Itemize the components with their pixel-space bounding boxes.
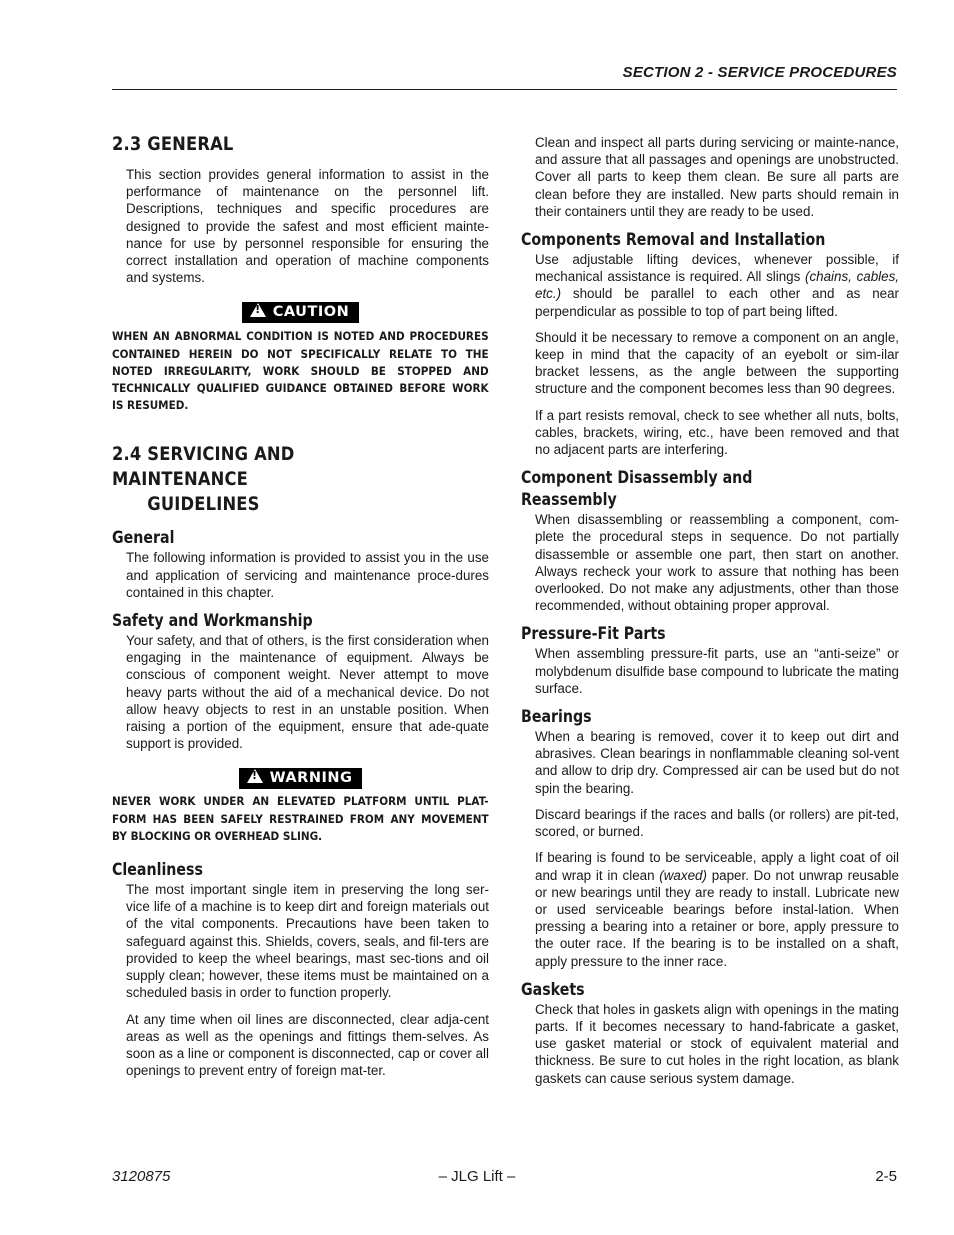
section-2-3-heading: 2.3 GENERAL [112,133,234,155]
paragraph: The most important single item in preserving the long ser-vice life of a machine is to keep dirt and foreign materials out of the vital components. Precautions have been taken to safeguard against this. Shields, covers, seals, and fil-ters are provided to keep the wheel bearings, mast sec-tions and oil supply clean; however, these items must be maintained on a scheduled basis in order to function properly. [126,882,489,1001]
subheading-disassembly: Component Disassembly and Reassembly [521,468,753,510]
paragraph: If a part resists removal, check to see whether all nuts, bolts, cables, brackets, wiring, etc., have been removed and that no adjacent parts are interfering. [535,407,899,458]
paragraph: Discard bearings if the races and balls (or rollers) are pit-ted, scored, or burned. [535,806,899,840]
paragraph: Your safety, and that of others, is the first consideration when engaging in the maintenance of equipment. Always be conscious of component weight. Never attempt to move heavy parts without the aid of a mechanical device. Do not allow heavy objects to rest in an unstable position. When raising a portion of the equipment, ensure that ade-quate support is provided. [126,633,489,752]
caution-text: WHEN AN ABNORMAL CONDITION IS NOTED AND PROCEDURES CONTAINED HEREIN DO NOT SPECIFICALLY RELATE TO THE NOTED IRREGULARITY, WORK SHOULD BE STOPPED AND TECHNICALLY QUALIFIED GUIDANCE OBTAINED BEFORE WORK IS RESUMED. [112,329,489,413]
subheading-cleanliness: Cleanliness [112,860,203,880]
subheading-general: General [112,528,175,548]
right-column [521,134,899,1087]
paragraph: Check that holes in gaskets align with openings in the mating parts. If it becomes necessary to hand-fabricate a gasket, use gasket material or stock of equivalent material and thickness. Be sure to cut holes in the right location, as blank gaskets can cause serious system damage. [535,1001,899,1086]
paragraph: This section provides general information to assist in the performance of maintenance on the personnel lift. Descriptions, techniques and specific procedures are designed to provide the safest and most efficient mainte-nance for use by personnel responsible for ensuring the correct installation and operation of machine components and systems. [126,167,489,286]
subheading-bearings: Bearings [521,707,592,727]
paragraph: When disassembling or reassembling a component, com-plete the procedural steps in sequence. Do not partially disassemble or assemble one part, then start on another. Always recheck your work to assure that nothing has been overlooked. Do not make any adjustments, other than those recommended, without obtaining proper approval. [535,512,899,614]
subheading-removal: Components Removal and Installation [521,230,826,250]
warning-triangle-icon [250,303,266,317]
paragraph: At any time when oil lines are disconnected, clear adja-cent areas as well as the openings and fittings them-selves. As soon as a line or component is disconnected, cap or cover all openings to prevent entry of foreign mat-ter. [126,1011,489,1079]
paragraph: Use adjustable lifting devices, whenever possible, if mechanical assistance is required. All slings (chains, cables, etc.) should be parallel to each other and as near perpendicular as possible to top of part being lifted. [535,252,899,319]
section-2-4-heading: 2.4 SERVICING AND MAINTENANCE GUIDELINES [112,443,295,516]
subheading-pressure-fit: Pressure-Fit Parts [521,624,666,644]
paragraph: If bearing is found to be serviceable, apply a light coat of oil and wrap it in clean (waxed) paper. Do not unwrap reusable or new bearings until they are ready to install. Lubricate new or used serviceable bearings before instal-lation. When pressing a bearing into a retainer or bore, apply pressure to the outer race. If the bearing is to be installed on a shaft, apply pressure to the inner race. [535,850,899,969]
doc-number: 3120875 [112,1168,171,1185]
paragraph: Should it be necessary to remove a component on an angle, keep in mind that the capacity of an eyebolt or sim-ilar bracket lessens, as the angle between the supporting structure and the component becomes less than 90 degrees. [535,329,899,397]
warning-label: !WARNING [239,768,363,789]
paragraph: The following information is provided to assist you in the use and application of servicing and maintenance proce-dures contained in this chapter. [126,550,489,600]
paragraph: When a bearing is removed, cover it to keep out dirt and abrasives. Clean bearings in nonflammable cleaning sol-vent and allow to drip dry. Compressed air can be used but do not spin the bearing. [535,729,899,796]
left-column [112,132,489,1079]
paragraph: When assembling pressure-fit parts, use an “anti-seize” or molybdenum disulfide base compound to lubricate the mating surface. [535,646,899,696]
page-number: 2-5 [875,1168,897,1185]
warning-text: NEVER WORK UNDER AN ELEVATED PLATFORM UNTIL PLAT-FORM HAS BEEN SAFELY RESTRAINED FROM ANY MOVEMENT BY BLOCKING OR OVERHEAD SLING. [112,794,489,843]
caution-label: !CAUTION [242,302,359,323]
warning-triangle-icon [247,769,263,783]
header-rule [112,89,897,90]
paragraph: Clean and inspect all parts during servicing or mainte-nance, and assure that all passages and openings are unobstructed. Cover all parts to keep them clean. Be sure all parts are clean before they are installed. New parts should remain in their containers until they are ready to be used. [535,135,899,219]
section-header: SECTION 2 - SERVICE PROCEDURES [622,64,897,81]
footer-brand: – JLG Lift – [438,1168,516,1185]
subheading-safety: Safety and Workmanship [112,611,313,631]
subheading-gaskets: Gaskets [521,979,585,999]
